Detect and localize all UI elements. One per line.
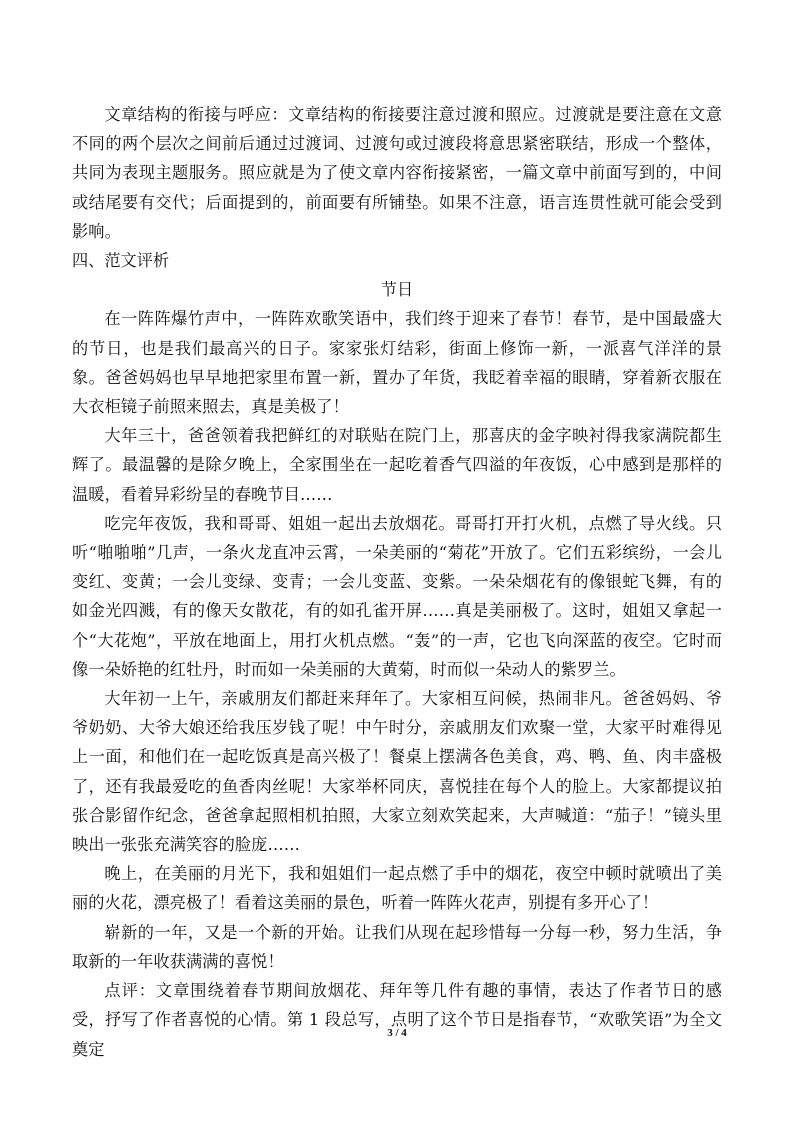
- essay-paragraph-3: 吃完年夜饭，我和哥哥、姐姐一起出去放烟花。哥哥打开打火机，点燃了导火线。只听“啪啪啪”几声，一条火龙直冲云霄，一朵美丽的“菊花”开放了。它们五彩缤纷，一会儿变红、变黄；一会儿变绿、变青；一会儿变蓝、变紫。一朵朵烟花有的像银蛇飞舞，有的如金光四溅，有的像天女散花，有的如孔雀开屏……真是美丽极了。这时，姐姐又拿起一个“大花炮”，平放在地面上，用打火机点燃。“轰”的一声，它也飞向深蓝的夜空。它时而像一朵娇艳的红牡丹，时而如一朵美丽的大黄菊，时而似一朵动人的紫罗兰。: [72, 513, 722, 679]
- paragraph-structure-cohesion: 文章结构的衔接与呼应：文章结构的衔接要注意过渡和照应。过渡就是要注意在文意不同的两个层次之间前后通过过渡词、过渡句或过渡段将意思紧密联结，形成一个整体，共同为表现主题服务。照应就是为了使文章内容衔接紧密，一篇文章中前面写到的，中间或结尾要有交代；后面提到的，前面要有所铺垫。如果不注意，语言连贯性就可能会受到影响。: [72, 105, 722, 241]
- section-heading: 四、范文评析: [72, 251, 170, 271]
- commentary-paragraph: 点评：文章围绕着春节期间放烟花、拜年等几件有趣的事情，表达了作者节日的感受，抒写了作者喜悦的心情。第 1 段总写，点明了这个节日是指春节，“欢歌笑语”为全文奠定: [72, 981, 722, 1059]
- essay-paragraph-1: 在一阵阵爆竹声中，一阵阵欢歌笑语中，我们终于迎来了春节！春节，是中国最盛大的节日，也是我们最高兴的日子。家家张灯结彩，街面上修饰一新，一派喜气洋洋的景象。爸爸妈妈也早早地把家里布置一新，置办了年货，我眨着幸福的眼睛，穿着新衣服在大衣柜镜子前照来照去，真是美极了！: [72, 309, 722, 417]
- essay-title: 节日: [380, 280, 414, 300]
- essay-paragraph-5: 晚上，在美丽的月光下，我和姐姐们一起点燃了手中的烟花，夜空中顿时就喷出了美丽的火花，漂亮极了！看着这美丽的景色，听着一阵阵火花声，别提有多开心了！: [72, 864, 722, 913]
- essay-paragraph-2: 大年三十，爸爸领着我把鲜红的对联贴在院门上，那喜庆的金字映衬得我家满院都生辉了。最温馨的是除夕晚上，全家围坐在一起吃着香气四溢的年夜饭，心中感到是那样的温暖，看着异彩纷呈的春晚节目……: [72, 426, 722, 504]
- page-number: 3 / 4: [387, 1027, 407, 1039]
- essay-paragraph-4: 大年初一上午，亲戚朋友们都赶来拜年了。大家相互问候，热闹非凡。爸爸妈妈、爷爷奶奶、大爷大娘还给我压岁钱了呢！中午时分，亲戚朋友们欢聚一堂，大家平时难得见上一面，和他们在一起吃饭真是高兴极了！餐桌上摆满各色美食，鸡、鸭、鱼、肉丰盛极了，还有我最爱吃的鱼香肉丝呢！大家举杯同庆，喜悦挂在每个人的脸上。大家都提议拍张合影留作纪念，爸爸拿起照相机拍照，大家立刻欢笑起来，大声喊道：“茄子！”镜头里映出一张张充满笑容的脸庞……: [72, 689, 722, 855]
- essay-paragraph-6: 崭新的一年，又是一个新的开始。让我们从现在起珍惜每一分每一秒，努力生活，争取新的一年收获满满的喜悦！: [72, 922, 722, 971]
- document-page: [72, 100, 722, 1064]
